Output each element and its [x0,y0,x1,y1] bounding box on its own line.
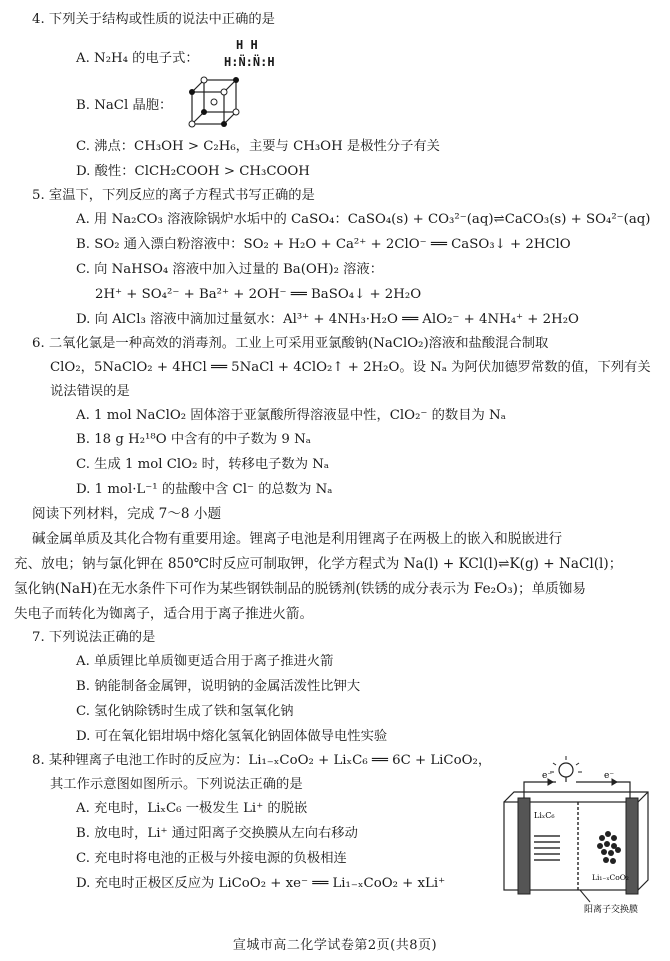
q4-stem: 4. 下列关于结构或性质的说法中正确的是 [32,12,275,27]
cathode-label: Li₁₋ₓCoO₂ [592,873,629,882]
q6-option-b: B. 18 g H₂¹⁸O 中含有的中子数为 9 Nₐ [76,432,311,447]
n2h4-electron-formula-row1: H H [236,38,258,52]
electron-label-left: e⁻ [542,771,553,781]
q8-option-c: C. 充电时将电池的正极与外接电源的负极相连 [76,851,347,866]
reading-intro: 阅读下列材料，完成 7～8 小题 [32,506,222,522]
q6-option-c: C. 生成 1 mol ClO₂ 时，转移电子数为 Nₐ [76,457,330,472]
q6-option-a: A. 1 mol NaClO₂ 固体溶于亚氯酸所得溶液显中性，ClO₂⁻ 的数目为 Nₐ [76,408,506,423]
q6-stem-line3: 说法错误的是 [50,384,130,399]
membrane-label: 阳离子交换膜 [584,905,639,915]
reading-paragraph-line1: 碱金属单质及其化合物有重要用途。锂离子电池是利用锂离子在两极上的嵌入和脱嵌进行 [32,531,563,547]
q6-option-d: D. 1 mol·L⁻¹ 的盐酸中含 Cl⁻ 的总数为 Nₐ [76,482,333,497]
q4-option-d: D. 酸性：ClCH₂COOH > CH₃COOH [76,164,310,179]
q5-option-c-line2: 2H⁺ + SO₄²⁻ + Ba²⁺ + 2OH⁻ ══ BaSO₄↓ + 2H₂O [95,287,422,302]
q7-stem: 7. 下列说法正确的是 [32,630,156,645]
q5-option-d: D. 向 AlCl₃ 溶液中滴加过量氨水：Al³⁺ + 4NH₃·H₂O ══ AlO₂⁻ + 4NH₄⁺ + 2H₂O [76,312,579,327]
reading-paragraph-line3: 氢化钠(NaH)在无水条件下可作为某些钢铁制品的脱锈剂(铁锈的成分表示为 Fe₂O₃)；单质铷易 [14,581,586,597]
q4-option-c: C. 沸点：CH₃OH > C₂H₆，主要与 CH₃OH 是极性分子有关 [76,139,440,154]
reading-paragraph-line4: 失电子而转化为铷离子，适合用于离子推进火箭。 [14,606,314,622]
q5-stem: 5. 室温下，下列反应的离子方程式书写正确的是 [32,188,315,203]
q8-stem-line1: 8. 某种锂离子电池工作时的反应为：Li₁₋ₓCoO₂ + LiₓC₆ ══ 6C + LiCoO₂， [32,753,492,768]
q8-stem-line2: 其工作示意图如图所示。下列说法正确的是 [50,777,303,792]
q4-option-b: B. NaCl 晶胞： [76,98,173,113]
q4-option-a: A. N₂H₄ 的电子式： [76,51,199,66]
q7-option-a: A. 单质锂比单质铷更适合用于离子推进火箭 [76,654,334,669]
page-footer: 宣城市高二化学试卷第2页(共8页) [232,938,438,953]
q7-option-c: C. 氢化钠除锈时生成了铁和氢氧化钠 [76,704,294,719]
q8-option-a: A. 充电时，LiₓC₆ 一极发生 Li⁺ 的脱嵌 [76,801,308,816]
n2h4-electron-formula-row2: H:N̈:N̈:H [224,55,275,69]
nacl-unit-cell-icon [186,74,242,130]
light-bulb-icon [550,756,582,782]
q7-option-b: B. 钠能制备金属钾，说明钠的金属活泼性比钾大 [76,679,361,694]
n2h4-formula-box [212,34,304,74]
lithium-battery-diagram [498,756,658,916]
q5-option-a: A. 用 Na₂CO₃ 溶液除锅炉水垢中的 CaSO₄：CaSO₄(s) + CO₃²⁻(aq)⇌CaCO₃(s) + SO₄²⁻(aq) [76,212,651,227]
q7-option-d: D. 可在氧化铝坩埚中熔化氢氧化钠固体做导电性实验 [76,729,388,744]
reading-paragraph-line2: 充、放电；钠与氯化钾在 850℃时反应可制取钾，化学方程式为 Na(l) + KCl(l)⇌K(g) + NaCl(l)； [14,556,623,572]
q8-option-d: D. 充电时正极区反应为 LiCoO₂ + xe⁻ ══ Li₁₋ₓCoO₂ + xLi⁺ [76,876,446,891]
anode-label: LiₓC₆ [534,811,555,820]
q8-option-b: B. 放电时，Li⁺ 通过阳离子交换膜从左向右移动 [76,826,358,841]
q5-option-b: B. SO₂ 通入漂白粉溶液中：SO₂ + H₂O + Ca²⁺ + 2ClO⁻ ══ CaSO₃↓ + 2HClO [76,237,571,252]
q6-stem-line2: ClO₂，5NaClO₂ + 4HCl ══ 5NaCl + 4ClO₂↑ + 2H₂O。设 Nₐ 为阿伏加德罗常数的值，下列有关 [50,360,651,375]
q6-stem-line1: 6. 二氧化氯是一种高效的消毒剂。工业上可采用亚氯酸钠(NaClO₂)溶液和盐酸混合制取 [32,336,549,351]
electron-label-right: e⁻ [604,771,615,781]
q5-option-c-line1: C. 向 NaHSO₄ 溶液中加入过量的 Ba(OH)₂ 溶液： [76,262,384,277]
